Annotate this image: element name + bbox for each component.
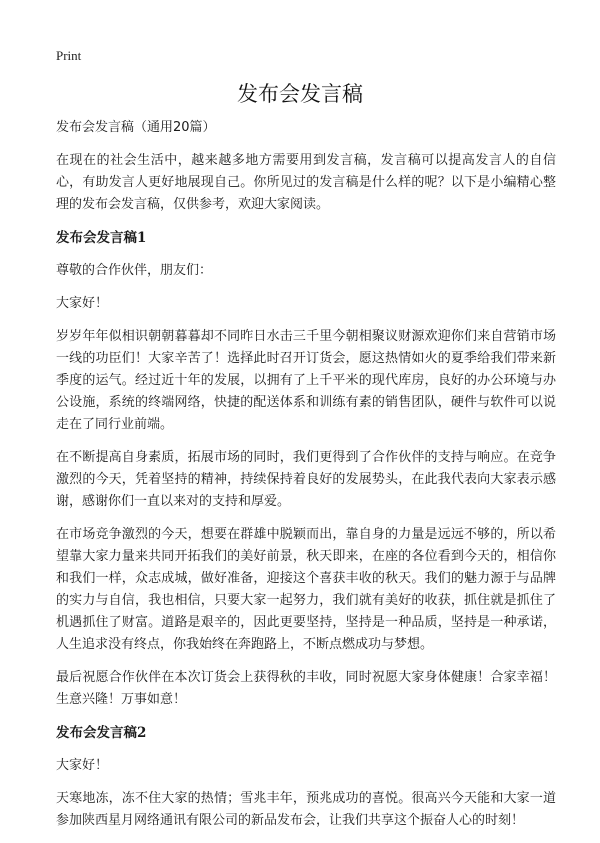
article-body (56, 117, 556, 843)
salutation: 尊敬的合作伙伴，朋友们： (56, 263, 213, 278)
page-title: 发布会发言稿 (237, 82, 363, 106)
body-paragraph: 岁岁年年似相识朝朝暮暮却不同昨日水击三千里今朝相聚议财源欢迎你们来自营销市场一线的功臣们！大家辛苦了！选择此时召开订货会，愿这热情如火的夏季给我们带来新季度的运气。经过近十年的发展，以拥有了上千平米的现代库房，良好的办公环境与办公设施，系统的终端网络，快捷的配送体系和训练有素的销售团队，硬件与软件可以说走在了同行业前端。 (56, 329, 556, 432)
article-subtitle: 发布会发言稿（通用20篇） (56, 120, 216, 135)
body-paragraph: 在不断提高自身素质，拓展市场的同时，我们更得到了合作伙伴的支持与响应。在竞争激烈的今天，凭着坚持的精神，持续保持着良好的发展势头，在此我代表向大家表示感谢，感谢你们一直以来对的支持和厚爱。 (56, 450, 556, 509)
intro-paragraph: 在现在的社会生活中，越来越多地方需要用到发言稿，发言稿可以提高发言人的自信心，有助发言人更好地展现自己。你所见过的发言稿是什么样的呢？以下是小编精心整理的发布会发言稿，仅供参考，欢迎大家阅读。 (56, 153, 556, 212)
print-link[interactable]: Print (56, 48, 82, 63)
closing-paragraph: 最后祝愿合作伙伴在本次订货会上获得秋的丰收，同时祝愿大家身体健康！合家幸福！生意兴隆！万事如意！ (56, 670, 556, 707)
section-heading: 发布会发言稿2 (56, 725, 147, 741)
greeting: 大家好！ (56, 296, 109, 311)
body-paragraph: 在市场竞争激烈的今天，想要在群雄中脱颖而出，靠自身的力量是远远不够的，所以希望靠大家力量来共同开拓我们的美好前景，秋天即来，在座的各位看到今天的，相信你和我们一样，众志成城，做好准备，迎接这个喜获丰收的秋天。我们的魅力源于与品牌的实力与自信，我也相信，只要大家一起努力，我们就有美好的收获，抓住就是抓住了机遇抓住了财富。道路是艰辛的，因此更要坚持，坚持是一种品质，坚持是一种承诺，人生追求没有终点，你我始终在奔跑路上，不断点燃成功与梦想。 (56, 527, 556, 652)
body-paragraph: 天寒地冻，冻不住大家的热情；雪兆丰年，预兆成功的喜悦。很高兴今天能和大家一道参加陕西星月网络通讯有限公司的新品发布会，让我们共享这个振奋人心的时刻！ (56, 791, 556, 828)
greeting: 大家好！ (56, 758, 109, 773)
section-heading: 发布会发言稿1 (56, 230, 147, 246)
